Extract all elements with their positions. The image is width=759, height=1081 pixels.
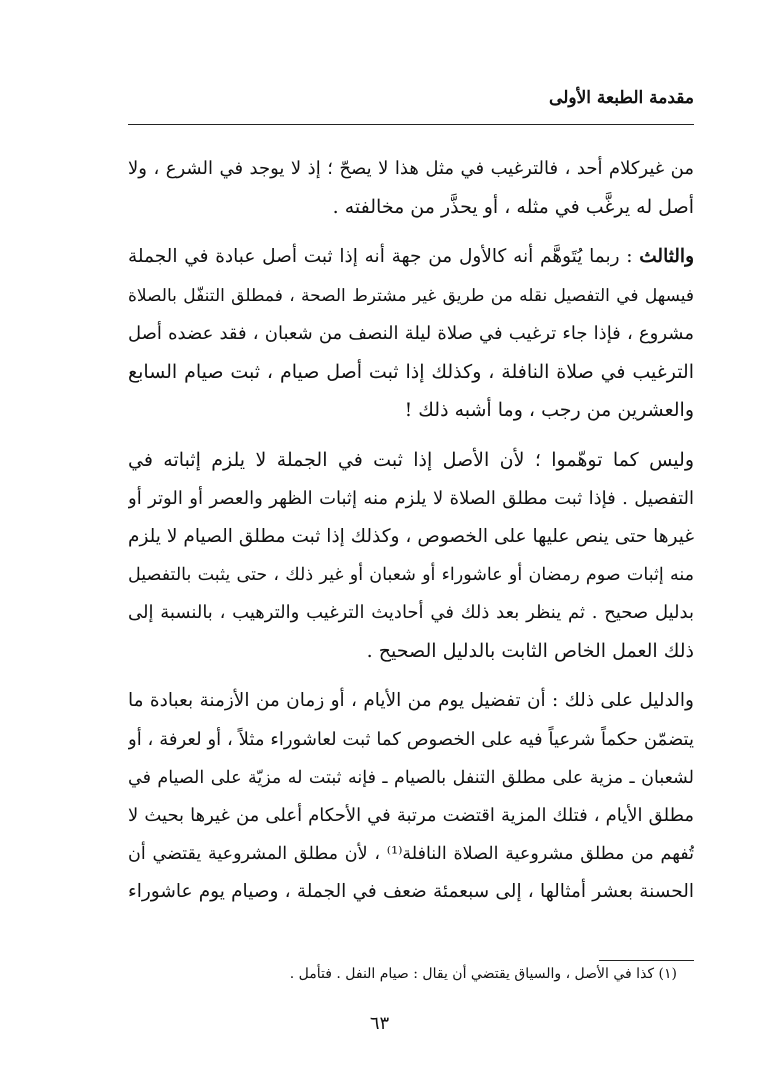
text-line xyxy=(128,238,694,276)
text-line: لشعبان ـ مزية على مطلق التنفل بالصيام ـ فإنه ثبتت له مزيّة على الصيام في xyxy=(128,767,694,788)
paragraph-3 xyxy=(128,441,694,670)
text-line-rest: : ربما يُتَوهَّم أنه كالأول من جهة أنه إذا ثبت أصل عبادة في الجملة xyxy=(128,246,640,268)
footnote-divider xyxy=(599,960,694,961)
header-divider xyxy=(128,124,694,125)
text-line: الترغيب في صلاة النافلة ، وكذلك إذا ثبت أصل صيام ، ثبت صيام السابع xyxy=(128,360,694,383)
text-line: الحسنة بعشر أمثالها ، إلى سبعمئة ضعف في الجملة ، وصيام يوم عاشوراء xyxy=(128,881,694,903)
text-line: من غيركلام أحد ، فالترغيب في مثل هذا لا يصحّ ؛ إذ لا يوجد في الشرع ، ولا xyxy=(128,158,694,179)
paragraph-4 xyxy=(128,682,694,911)
paragraph-1 xyxy=(128,150,694,226)
text-line: وليس كما توهّموا ؛ لأن الأصل إذا ثبت في الجملة لا يلزم إثباته في xyxy=(128,449,694,472)
text-line: تُفهم من مطلق مشروعية الصلاة النافلة⁽¹⁾ ، لأن مطلق المشروعية يقتضي أن xyxy=(128,844,694,865)
text-line: فيسهل في التفصيل نقله من طريق غير مشترط الصحة ، فمطلق التنفّل بالصلاة xyxy=(128,285,694,306)
footnote: (١) كذا في الأصل ، والسياق يقتضي أن يقال : صيام النفل . فتأمل . xyxy=(289,966,677,982)
text-line: بدليل صحيح . ثم ينظر بعد ذلك في أحاديث الترغيب والترهيب ، بالنسبة إلى xyxy=(128,602,694,624)
text-line: مطلق الأيام ، فتلك المزية اقتضت مرتبة في الأحكام أعلى من غيرها بحيث لا xyxy=(128,805,694,826)
text-line: منه إثبات صوم رمضان أو عاشوراء أو شعبان أو غير ذلك ، حتى يثبت بالتفصيل xyxy=(128,564,694,585)
text-line: التفصيل . فإذا ثبت مطلق الصلاة لا يلزم منه إثبات الظهر والعصر أو الوتر أو xyxy=(128,487,694,509)
text-line: مشروع ، فإذا جاء ترغيب في صلاة ليلة النصف من شعبان ، فقد عضده أصل xyxy=(128,322,694,344)
text-line: يتضمّن حكماً شرعياً فيه على الخصوص كما ثبت لعاشوراء مثلاً ، أو لعرفة ، أو xyxy=(128,728,694,750)
page-number: ٦٣ xyxy=(369,1013,390,1034)
text-line: والعشرين من رجب ، وما أشبه ذلك ! xyxy=(404,399,694,422)
body-text xyxy=(128,150,694,912)
text-line: ذلك العمل الخاص الثابت بالدليل الصحيح . xyxy=(366,640,694,663)
running-header xyxy=(128,88,694,128)
page-header-title: مقدمة الطبعة الأولى xyxy=(549,88,694,108)
text-line: أصل له يرغَّب في مثله ، أو يحذَّر من مخالفته . xyxy=(332,196,694,219)
paragraph-2 xyxy=(128,238,694,429)
paragraph-lead-word: والثالث xyxy=(639,246,694,268)
text-line: غيرها حتى ينص عليها على الخصوص ، وكذلك إذا ثبت مطلق الصيام لا يلزم xyxy=(128,525,694,547)
text-line: والدليل على ذلك : أن تفضيل يوم من الأيام ، أو زمان من الأزمنة بعبادة ما xyxy=(128,690,694,712)
